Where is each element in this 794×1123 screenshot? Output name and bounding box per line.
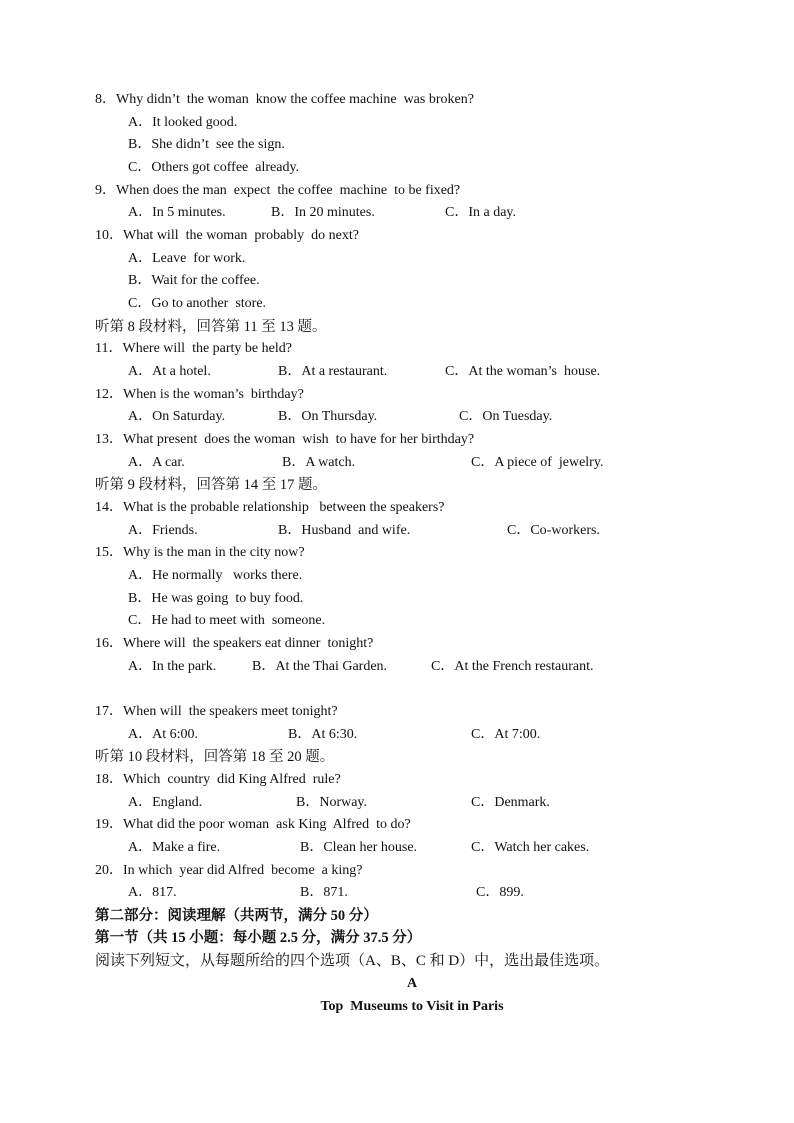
part2-title: 第二部分：阅读理解（共两节，满分 50 分） [95, 908, 378, 924]
option-19b: B．Clean her house. [300, 840, 418, 855]
option-14c: C．Co-workers. [507, 523, 600, 538]
question-14: 14．What is the probable relationship between the speakers? [95, 500, 445, 515]
question-9: 9．When does the man expect the coffee machine to be fixed? [95, 183, 461, 198]
option-20b: B．871. [300, 885, 348, 900]
material-9-instruction: 听第 9 段材料，回答第 14 至 17 题。 [95, 477, 327, 493]
option-20c: C．899. [476, 885, 524, 900]
option-18a: A．England. [128, 795, 203, 810]
option-8a: A．It looked good. [128, 115, 238, 130]
option-16c: C．At the French restaurant. [431, 659, 594, 674]
option-9a: A．In 5 minutes. [128, 205, 226, 220]
passage-letter: A [406, 976, 418, 991]
option-14b: B．Husband and wife. [278, 523, 411, 538]
option-18c: C．Denmark. [471, 795, 550, 810]
material-8-instruction: 听第 8 段材料，回答第 11 至 13 题。 [95, 319, 327, 335]
option-18b: B．Norway. [296, 795, 368, 810]
question-20: 20．In which year did Alfred become a king? [95, 863, 363, 878]
option-10c: C．Go to another store. [128, 296, 267, 311]
option-13c: C．A piece of jewelry. [471, 455, 604, 470]
option-8c: C．Others got coffee already. [128, 160, 300, 175]
option-9c: C．In a day. [445, 205, 517, 220]
option-12b: B．On Thursday. [278, 409, 378, 424]
question-11: 11．Where will the party be held? [95, 341, 292, 356]
option-17a: A．At 6:00. [128, 727, 198, 742]
reading-directions: 阅读下列短文，从每题所给的四个选项（A、B、C 和 D）中，选出最佳选项。 [95, 953, 610, 969]
option-12a: A．On Saturday. [128, 409, 226, 424]
option-15a: A．He normally works there. [128, 568, 303, 583]
option-12c: C．On Tuesday. [459, 409, 553, 424]
option-13a: A．A car. [128, 455, 185, 470]
question-15: 15．Why is the man in the city now? [95, 545, 305, 560]
question-8: 8．Why didn’t the woman know the coffee machine was broken? [95, 92, 474, 107]
question-17: 17．When will the speakers meet tonight? [95, 704, 338, 719]
material-10-instruction: 听第 10 段材料，回答第 18 至 20 题。 [95, 749, 335, 765]
question-12: 12．When is the woman’s birthday? [95, 387, 304, 402]
option-17b: B．At 6:30. [288, 727, 358, 742]
option-13b: B．A watch. [282, 455, 356, 470]
option-17c: C．At 7:00. [471, 727, 541, 742]
option-16a: A．In the park. [128, 659, 217, 674]
question-19: 19．What did the poor woman ask King Alfred to do? [95, 817, 411, 832]
question-16: 16．Where will the speakers eat dinner tonight? [95, 636, 374, 651]
question-13: 13．What present does the woman wish to have for her birthday? [95, 432, 475, 447]
option-9b: B．In 20 minutes. [271, 205, 375, 220]
option-15b: B．He was going to buy food. [128, 591, 304, 606]
option-15c: C．He had to meet with someone. [128, 613, 326, 628]
option-11c: C．At the woman’s house. [445, 364, 601, 379]
option-10b: B．Wait for the coffee. [128, 273, 260, 288]
option-11a: A．At a hotel. [128, 364, 211, 379]
question-10: 10．What will the woman probably do next? [95, 228, 359, 243]
option-8b: B．She didn’t see the sign. [128, 137, 285, 152]
section1-title: 第一节（共 15 小题：每小题 2.5 分，满分 37.5 分） [95, 930, 422, 946]
option-16b: B．At the Thai Garden. [252, 659, 388, 674]
option-11b: B．At a restaurant. [278, 364, 388, 379]
question-18: 18．Which country did King Alfred rule? [95, 772, 341, 787]
option-10a: A．Leave for work. [128, 251, 246, 266]
option-19c: C．Watch her cakes. [471, 840, 590, 855]
option-19a: A．Make a fire. [128, 840, 221, 855]
option-14a: A．Friends. [128, 523, 198, 538]
option-20a: A．817. [128, 885, 177, 900]
passage-title: Top Museums to Visit in Paris [320, 999, 504, 1014]
